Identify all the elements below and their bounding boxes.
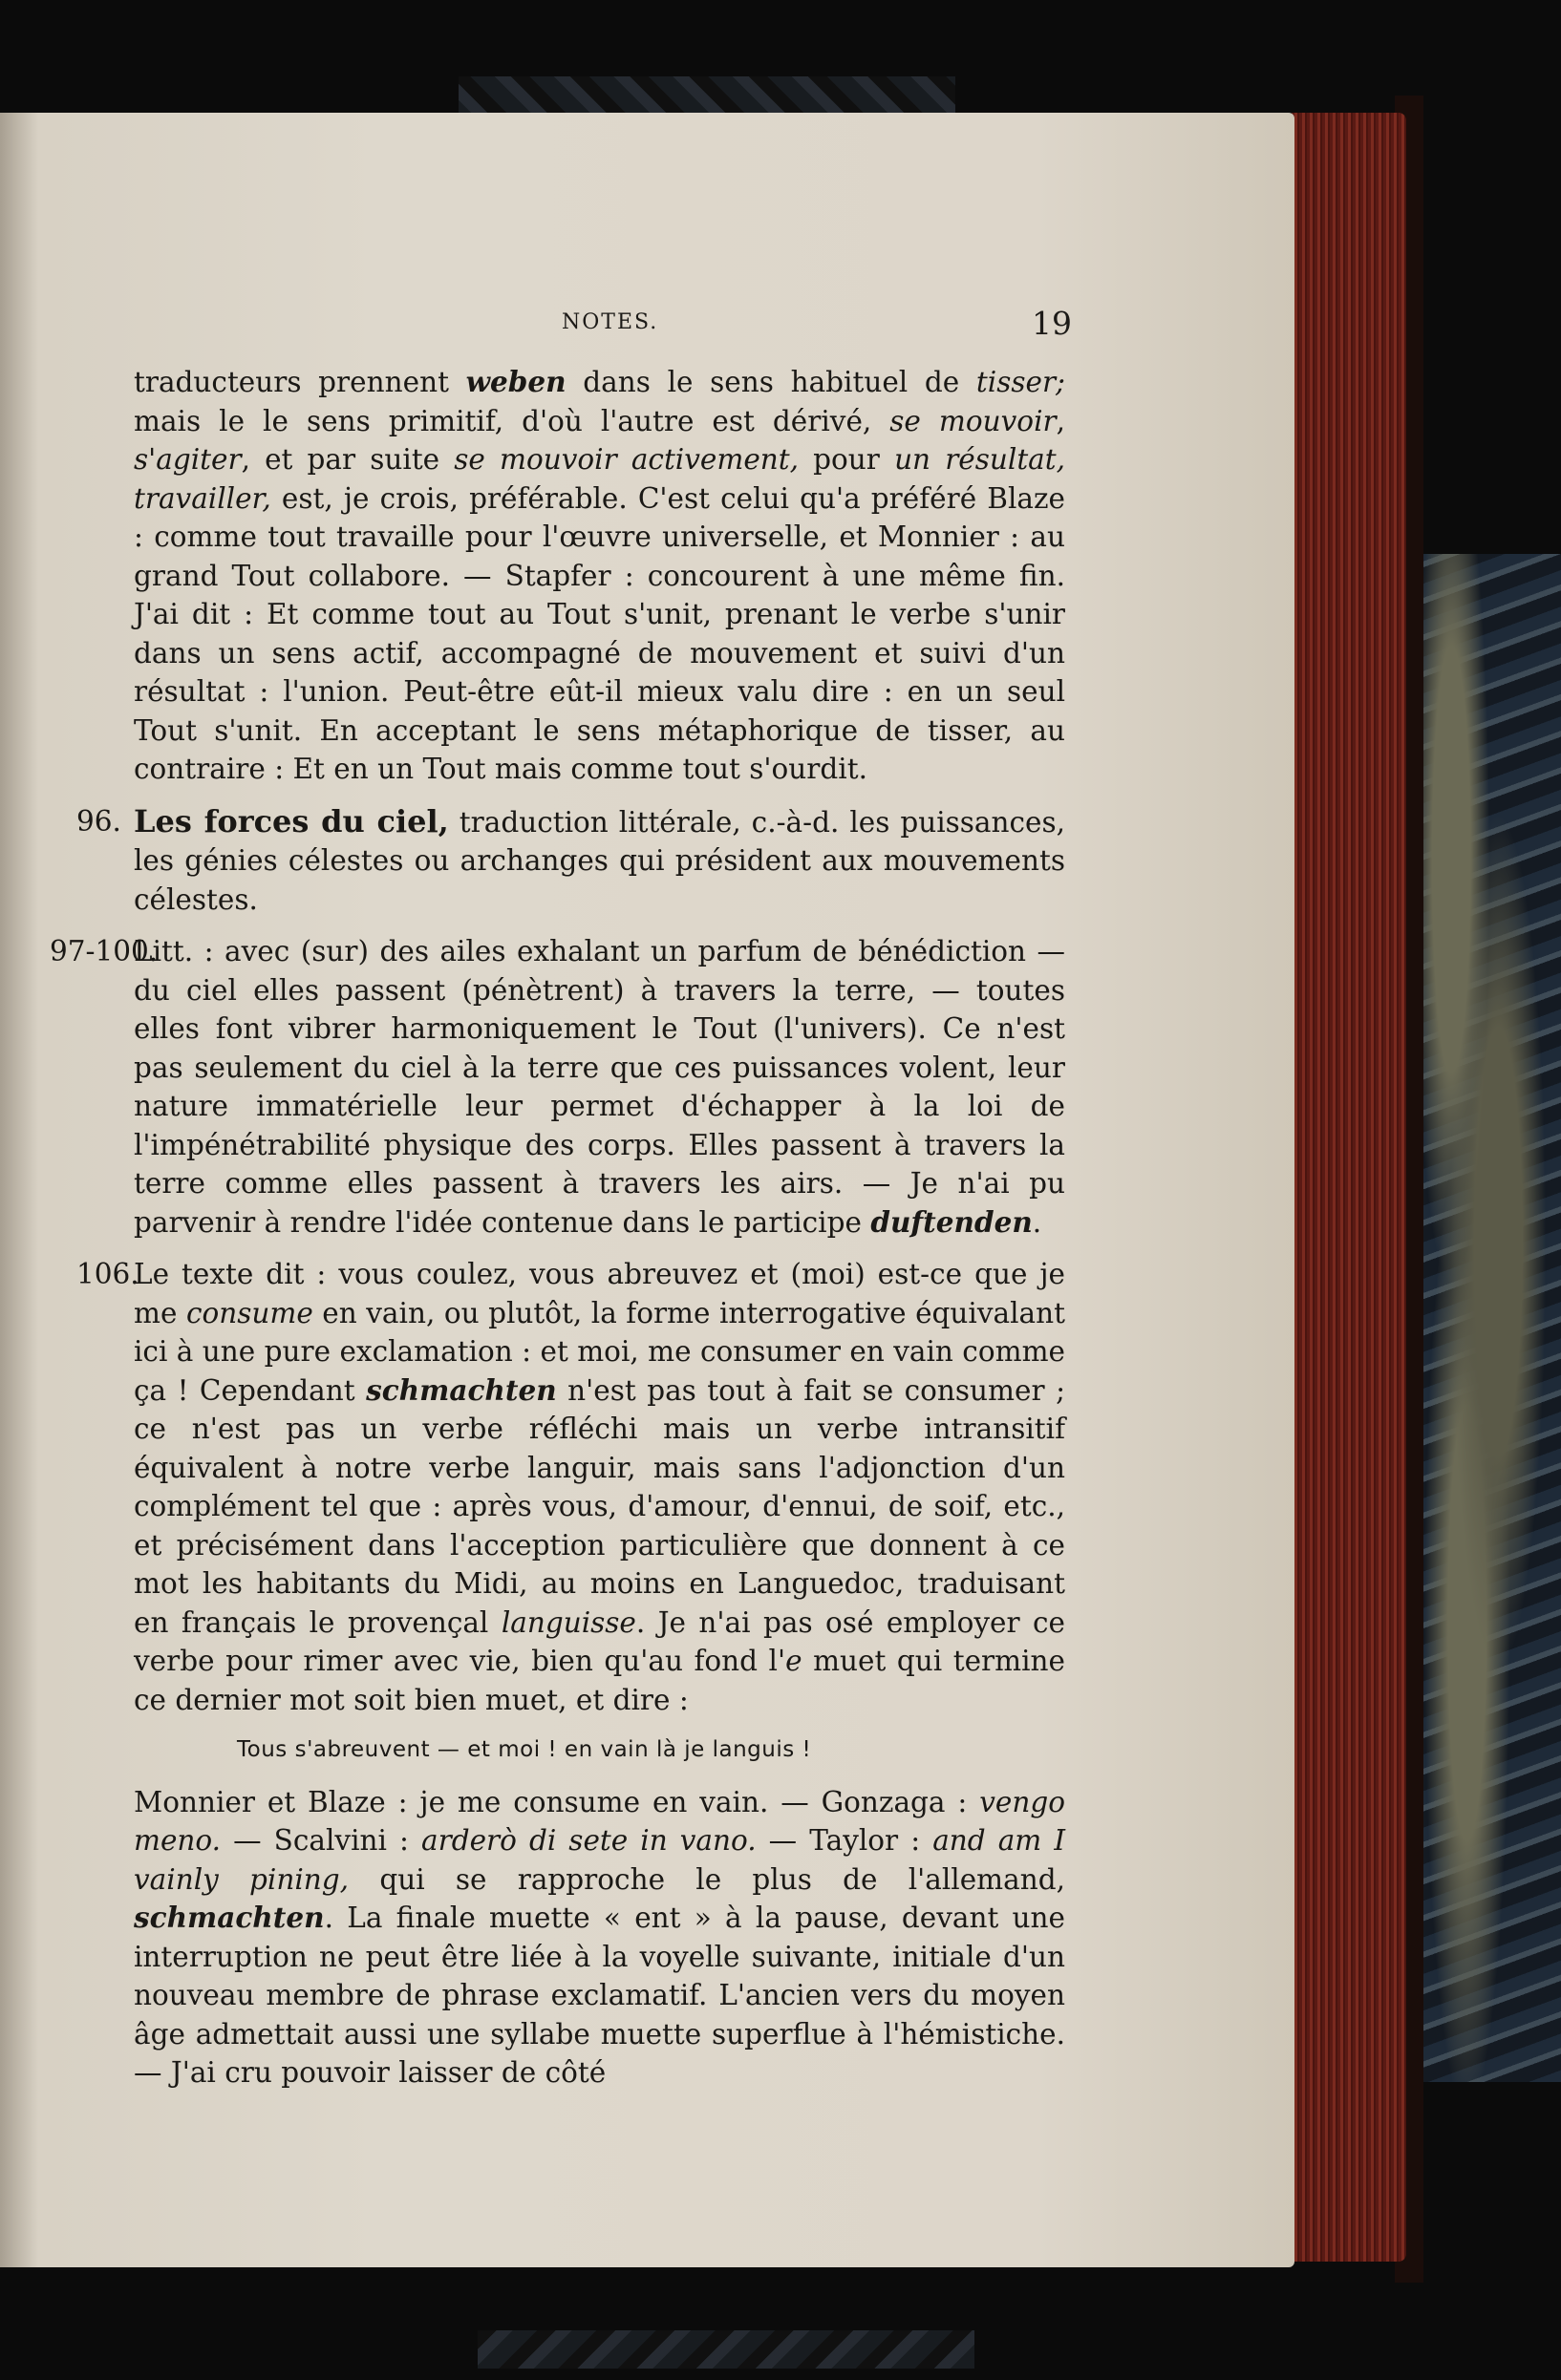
- paragraph-continuation: traducteurs prennent weben dans le sens habituel de tisser; mais le le sens primitif, d'où l'autre est dérivé, se mouvoir, s'agiter, et par suite se mouvoir activement, pour un résultat, travailler, est, je crois, préférable. C'est celui qu'a préféré Blaze : comme tout travaille pour l'œuvre universelle, et Monnier : au grand Tout collabore. — Stapfer : concourent à une même fin. J'ai dit : Et comme tout au Tout s'unit, prenant le verbe s'unir dans un sens actif, accompagné de mouvement et suivi d'un résultat : l'union. Peut-être eût-il mieux valu dire : en un seul Tout s'unit. En acceptant le sens métaphorique de tisser, au contraire : Et en un Tout mais comme tout s'ourdit.: [134, 365, 1066, 785]
- german-word: duftenden: [870, 1204, 1033, 1239]
- paragraph-translations: Monnier et Blaze : je me consume en vain. — Gonzaga : vengo meno. — Scalvini : arderò di sete in vano. — Taylor : and am I vainly pining, qui se rapproche le plus de l'allemand, schmachten. La finale muette « ent » à la pause, devant une interruption ne peut être liée à la voyelle suivante, initiale d'un nouveau membre de phrase exclamatif. L'ancien vers du moyen âge admettait aussi une syllabe muette superflue à l'hémistiche. — J'ai cru pouvoir laisser de côté: [134, 1785, 1066, 2089]
- page-edges: [1292, 113, 1406, 2262]
- running-title: NOTES.: [562, 310, 659, 334]
- page-header: [0, 305, 1294, 349]
- note-96: 96. Les forces du ciel, traduction littérale, c.-à-d. les puissances, les génies célestes ou archanges qui président aux mouvements célestes.: [76, 802, 1065, 916]
- page-number: 19: [1032, 305, 1072, 342]
- note-number: 97-100.: [50, 935, 159, 967]
- note-number: 96.: [76, 804, 121, 838]
- german-word: schmachten: [134, 1901, 325, 1934]
- note-106: 106. Le texte dit : vous coulez, vous abreuvez et (moi) est-ce que je me consume en vain, ou plutôt, la forme interrogative équivalant ici à une pure exclamation : et moi, me consumer en vain comme ça ! Cependant schmachten n'est pas tout à fait se consumer ; ce n'est pas un verbe réfléchi mais un verbe intransitif équivalent à notre verbe languir, mais sans l'adjonction d'un complément tel que : après vous, d'amour, d'ennui, de soif, etc., et précisément dans l'acception particulière que donnent à ce mot les habitants du Midi, au moins en Languedoc, traduisant en français le provençal languisse. Je n'ai pas osé employer ce verbe pour rimer avec vie, bien qu'au fond l'e muet qui termine ce dernier mot soit bien muet, et dire :: [134, 1255, 1065, 1719]
- note-97-100: 97-100. Litt. : avec (sur) des ailes exhalant un parfum de bénédiction — du ciel elles passent (pénètrent) à travers la terre, — toutes elles font vibrer harmoniquement le Tout (l'univers). Ce n'est pas seulement du ciel à la terre que ces puissances volent, leur nature immatérielle leur permet d'échapper à la loi de l'impénétrabilité physique des corps. Elles passent à travers la terre comme elles passent à travers les airs. — Je n'ai pu parvenir à rendre l'idée contenue dans le participe duftenden.: [134, 932, 1065, 1242]
- gutter-shadow: [0, 113, 38, 2267]
- note-lemma: Les forces du ciel,: [134, 802, 449, 839]
- german-word: schmachten: [366, 1372, 557, 1407]
- page-body: [50, 363, 1066, 2093]
- verse-quotation: Tous s'abreuvent — et moi ! en vain là je languis !: [237, 1737, 812, 1762]
- marbled-endpaper: [1404, 554, 1561, 2082]
- german-word: weben: [465, 365, 567, 398]
- book-cover-bottom: [478, 2330, 974, 2369]
- note-number: 106.: [76, 1258, 139, 1290]
